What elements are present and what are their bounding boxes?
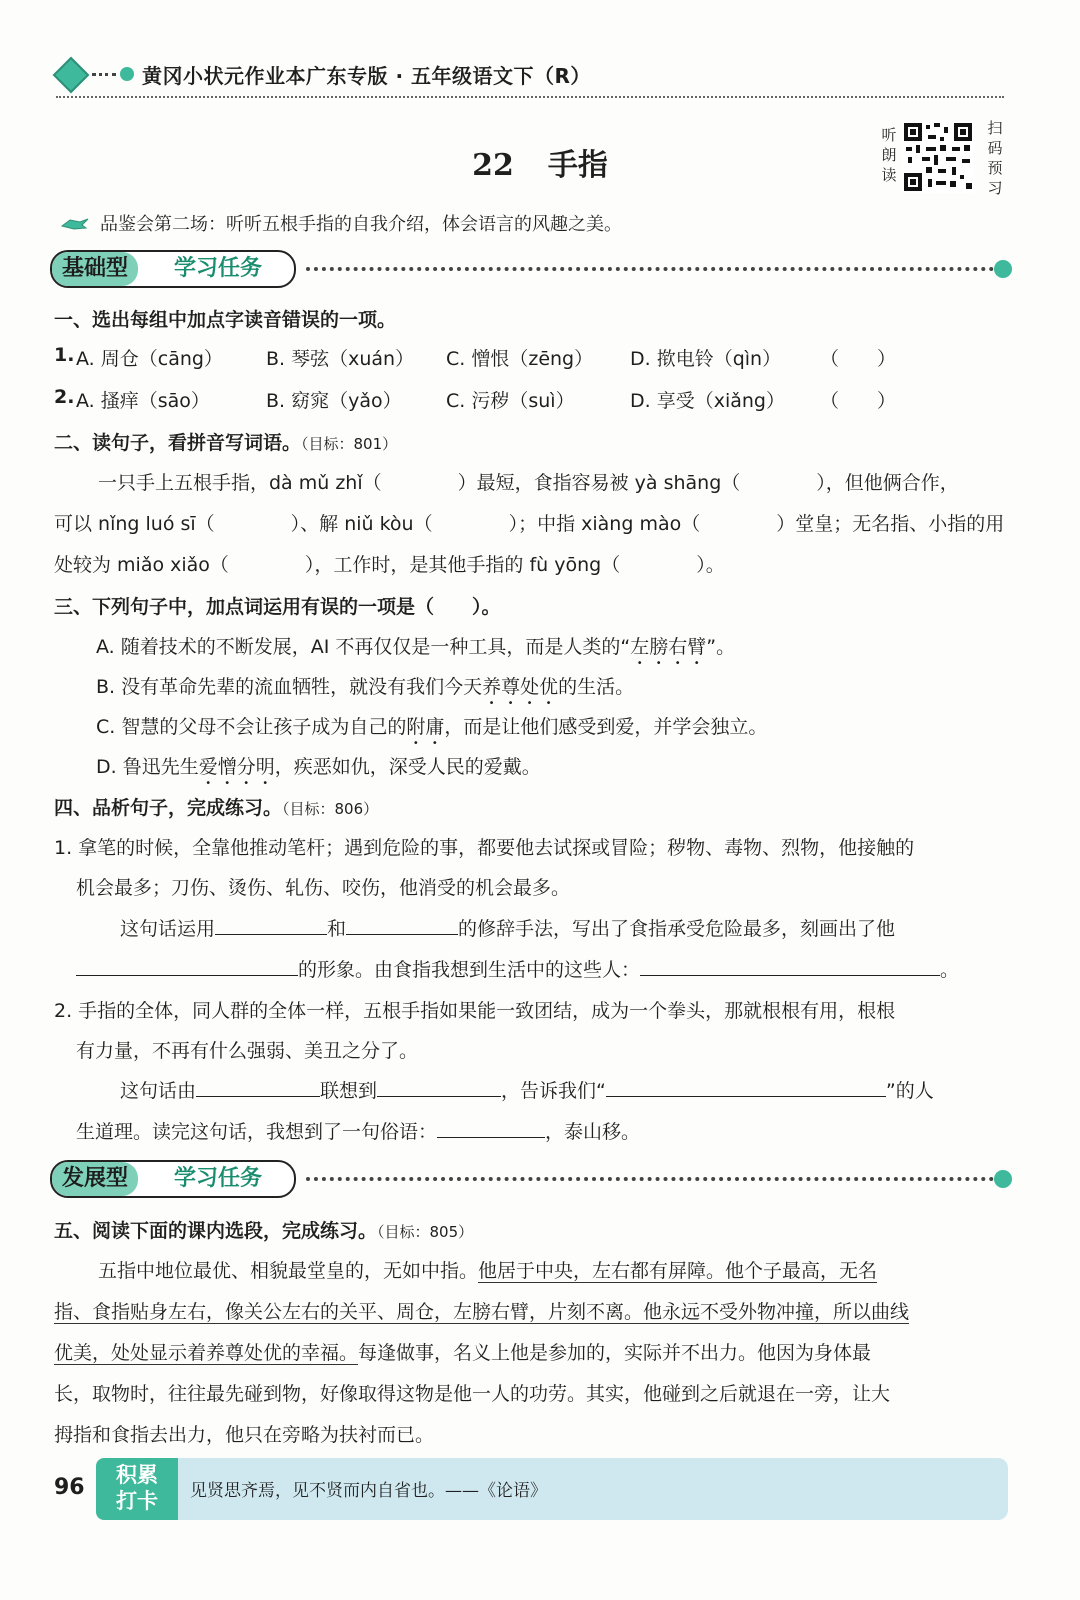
page-number: 96 xyxy=(54,1475,85,1500)
q1-heading: 一、选出每组中加点字读音错误的一项。 xyxy=(54,309,397,331)
lesson-number: 22 xyxy=(472,148,514,183)
q3-option-b[interactable] xyxy=(96,672,634,709)
fill-text: 这句话运用 xyxy=(120,918,216,940)
q3-option-a[interactable] xyxy=(96,632,735,669)
q1-option-c[interactable]: C. 憎恨（zēng） xyxy=(446,348,594,370)
reading-underlined: 优美，处处显示着养尊处优的幸福。 xyxy=(54,1342,359,1364)
reading-underlined: 指、食指贴身左右，像关公左右的关平、周仓，左膀右臂，片刻不离。他永远不受外物冲撞，所以曲线 xyxy=(54,1301,910,1323)
book-title: 黄冈小状元作业本广东专版 · 五年级语文下（R） xyxy=(142,64,591,88)
q4-s1-fill-2 xyxy=(54,955,1014,982)
q2-heading-text: 二、读句子，看拼音写词语。 xyxy=(54,432,302,454)
banner-end-circle-icon xyxy=(994,260,1012,278)
intro-line xyxy=(60,210,622,236)
q4-heading xyxy=(54,793,378,820)
answer-blank[interactable]: （ ） xyxy=(820,390,897,412)
answer-blank[interactable] xyxy=(437,1117,545,1138)
banner-end-circle-icon xyxy=(994,1170,1012,1188)
q2-line-2[interactable]: 可以 nǐng luó sī（ ）、解 niǔ kòu（ ）；中指 xiàng mào（ ）堂皇；无名指、小指的用 xyxy=(54,513,1005,535)
q3-option-c[interactable] xyxy=(96,712,767,749)
q3-text: B. 没有革命先辈的流血牺牲，就没有我们今天 xyxy=(96,676,483,698)
q1-item-2 xyxy=(54,386,1014,414)
banner-task: 学习任务 xyxy=(174,1166,263,1191)
q3-dotted-word: 爱憎分明 xyxy=(198,756,275,778)
footer-label-line: 打卡 xyxy=(116,1489,158,1513)
q1-option-c[interactable]: C. 污秽（suì） xyxy=(446,390,575,412)
qr-caption-char: 读 xyxy=(881,166,897,184)
answer-blank[interactable] xyxy=(377,1076,501,1097)
banner-dots xyxy=(306,1177,1010,1181)
q2-target: （目标：801） xyxy=(301,435,398,453)
banner-dots xyxy=(306,267,1010,271)
q3-text: ”。 xyxy=(706,636,736,658)
fill-text: 联想到 xyxy=(320,1080,378,1102)
fill-text: 。 xyxy=(940,959,960,981)
q4-heading-text: 四、品析句子，完成练习。 xyxy=(54,797,283,819)
q4-s1-line-2: 机会最多；刀伤、烫伤、轧伤、咬伤，他消受的机会最多。 xyxy=(76,877,571,899)
q2-line-1[interactable]: 一只手上五根手指，dà mǔ zhǐ（ ）最短，食指容易被 yà shāng（ ），但他俩合作， xyxy=(98,472,959,494)
hand-pointer-icon xyxy=(60,216,90,232)
banner-task: 学习任务 xyxy=(174,256,263,281)
q4-s2-fill-2 xyxy=(54,1117,1014,1144)
qr-left-caption xyxy=(878,125,900,185)
footer-label-line: 积累 xyxy=(116,1463,158,1487)
q4-s1-fill-1 xyxy=(54,914,1014,941)
answer-blank[interactable] xyxy=(640,955,940,976)
reading-line-4: 长，取物时，往往最先碰到物，好像取得这物是他一人的功劳。其实，他碰到之后就退在一旁，让大 xyxy=(54,1383,891,1405)
qr-caption-char: 预 xyxy=(987,159,1003,177)
q3-text: D. 鲁迅先生 xyxy=(96,756,199,778)
footer-label xyxy=(96,1462,178,1514)
header-dots xyxy=(92,73,116,76)
intro-text: 品鉴会第二场：听听五根手指的自我介绍，体会语言的风趣之美。 xyxy=(100,214,622,235)
qr-caption-char: 扫 xyxy=(987,119,1003,137)
header-circle-icon xyxy=(120,67,134,81)
reading-line-1 xyxy=(54,1256,1016,1283)
q1-option-a[interactable]: A. 搔痒（sāo） xyxy=(76,390,210,412)
answer-blank[interactable] xyxy=(196,1076,320,1097)
q4-s2-line-2: 有力量，不再有什么强弱、美丑之分了。 xyxy=(76,1040,419,1062)
q1-option-a[interactable]: A. 周仓（cāng） xyxy=(76,348,223,370)
fill-text: ，告诉我们“ xyxy=(501,1080,606,1102)
q1-option-b[interactable]: B. 琴弦（xuán） xyxy=(266,348,415,370)
fill-text: 这句话由 xyxy=(120,1080,197,1102)
answer-blank[interactable] xyxy=(76,955,298,976)
qr-right-caption xyxy=(984,118,1006,198)
qr-code-icon[interactable] xyxy=(902,121,974,193)
fill-text: 生道理。读完这句话，我想到了一句俗语： xyxy=(76,1121,438,1143)
fill-text: 的修辞手法，写出了食指承受危险最多，刻画出了他 xyxy=(458,918,896,940)
q5-heading xyxy=(54,1216,473,1243)
q3-option-d[interactable] xyxy=(96,752,541,789)
lesson-title: 手指 xyxy=(547,148,608,183)
q2-heading xyxy=(54,428,397,455)
banner-type: 基础型 xyxy=(52,252,138,286)
q5-target: （目标：805） xyxy=(377,1223,474,1241)
q1-option-d[interactable]: D. 享受（xiǎng） xyxy=(630,390,785,412)
reading-line-2 xyxy=(54,1297,1016,1324)
q3-text: ，疾恶如仇，深受人民的爱戴。 xyxy=(274,756,541,778)
reading-text: 每逢做事，名义上他是参加的，实际并不出力。他因为身体最 xyxy=(358,1342,872,1364)
qr-caption-char: 听 xyxy=(881,126,897,144)
reading-line-3 xyxy=(54,1338,1016,1365)
header-divider xyxy=(56,96,1004,98)
q3-dotted-word: 左膀右臂 xyxy=(630,636,707,658)
q3-dotted-word: 养尊处优 xyxy=(482,676,559,698)
qr-caption-char: 码 xyxy=(987,139,1003,157)
qr-caption-char: 朗 xyxy=(881,146,897,164)
q3-text: C. 智慧的父母不会让孩子成为自己的 xyxy=(96,716,407,738)
q3-text: ，而是让他们感受到爱，并学会独立。 xyxy=(444,716,768,738)
reading-line-5: 拇指和食指去出力，他只在旁略为扶衬而已。 xyxy=(54,1424,435,1446)
q4-target: （目标：806） xyxy=(282,800,379,818)
answer-blank[interactable] xyxy=(606,1076,886,1097)
answer-blank[interactable] xyxy=(215,914,327,935)
section-banner-basic xyxy=(50,250,1010,288)
footer-quote: 见贤思齐焉，见不贤而内自省也。——《论语》 xyxy=(190,1481,547,1501)
fill-text: 的形象。由食指我想到生活中的这些人： xyxy=(298,959,641,981)
section-banner-develop xyxy=(50,1160,1010,1198)
fill-text: ”的人 xyxy=(885,1080,934,1102)
q3-heading: 三、下列句子中，加点词运用有误的一项是（ ）。 xyxy=(54,596,501,618)
header-diamond-icon xyxy=(53,57,90,94)
answer-blank[interactable] xyxy=(346,914,458,935)
banner-type: 发展型 xyxy=(52,1162,138,1196)
q5-heading-text: 五、阅读下面的课内选段，完成练习。 xyxy=(54,1220,378,1242)
fill-text: 和 xyxy=(327,918,347,940)
q1-option-b[interactable]: B. 窈窕（yǎo） xyxy=(266,390,402,412)
answer-blank[interactable]: （ ） xyxy=(820,348,897,370)
fill-text: ，泰山移。 xyxy=(545,1121,641,1143)
qr-caption-char: 习 xyxy=(987,179,1003,197)
q3-text: 的生活。 xyxy=(558,676,635,698)
q1-item-number: 1. xyxy=(54,344,75,366)
q2-line-3[interactable]: 处较为 miǎo xiǎo（ ），工作时，是其他手指的 fù yōng（ ）。 xyxy=(54,554,725,576)
q4-s2-line-1: 2. 手指的全体，同人群的全体一样，五根手指如果能一致团结，成为一个拳头，那就根根有用，根根 xyxy=(54,1000,896,1022)
q1-option-d[interactable]: D. 揿电铃（qìn） xyxy=(630,348,782,370)
q4-s1-line-1: 1. 拿笔的时候，全靠他推动笔杆；遇到危险的事，都要他去试探或冒险；秽物、毒物、烈物，他接触的 xyxy=(54,837,915,859)
q4-s2-fill-1 xyxy=(54,1076,1014,1103)
reading-text: 五指中地位最优、相貌最堂皇的，无如中指。 xyxy=(98,1260,479,1282)
q1-item-number: 2. xyxy=(54,386,75,408)
q1-item-1 xyxy=(54,344,1014,372)
q3-text: A. 随着技术的不断发展，AI 不再仅仅是一种工具，而是人类的“ xyxy=(96,636,631,658)
footer-label-box xyxy=(96,1458,178,1520)
q3-dotted-word: 附庸 xyxy=(406,716,445,738)
reading-underlined: 他居于中央，左右都有屏障。他个子最高，无名 xyxy=(478,1260,878,1282)
